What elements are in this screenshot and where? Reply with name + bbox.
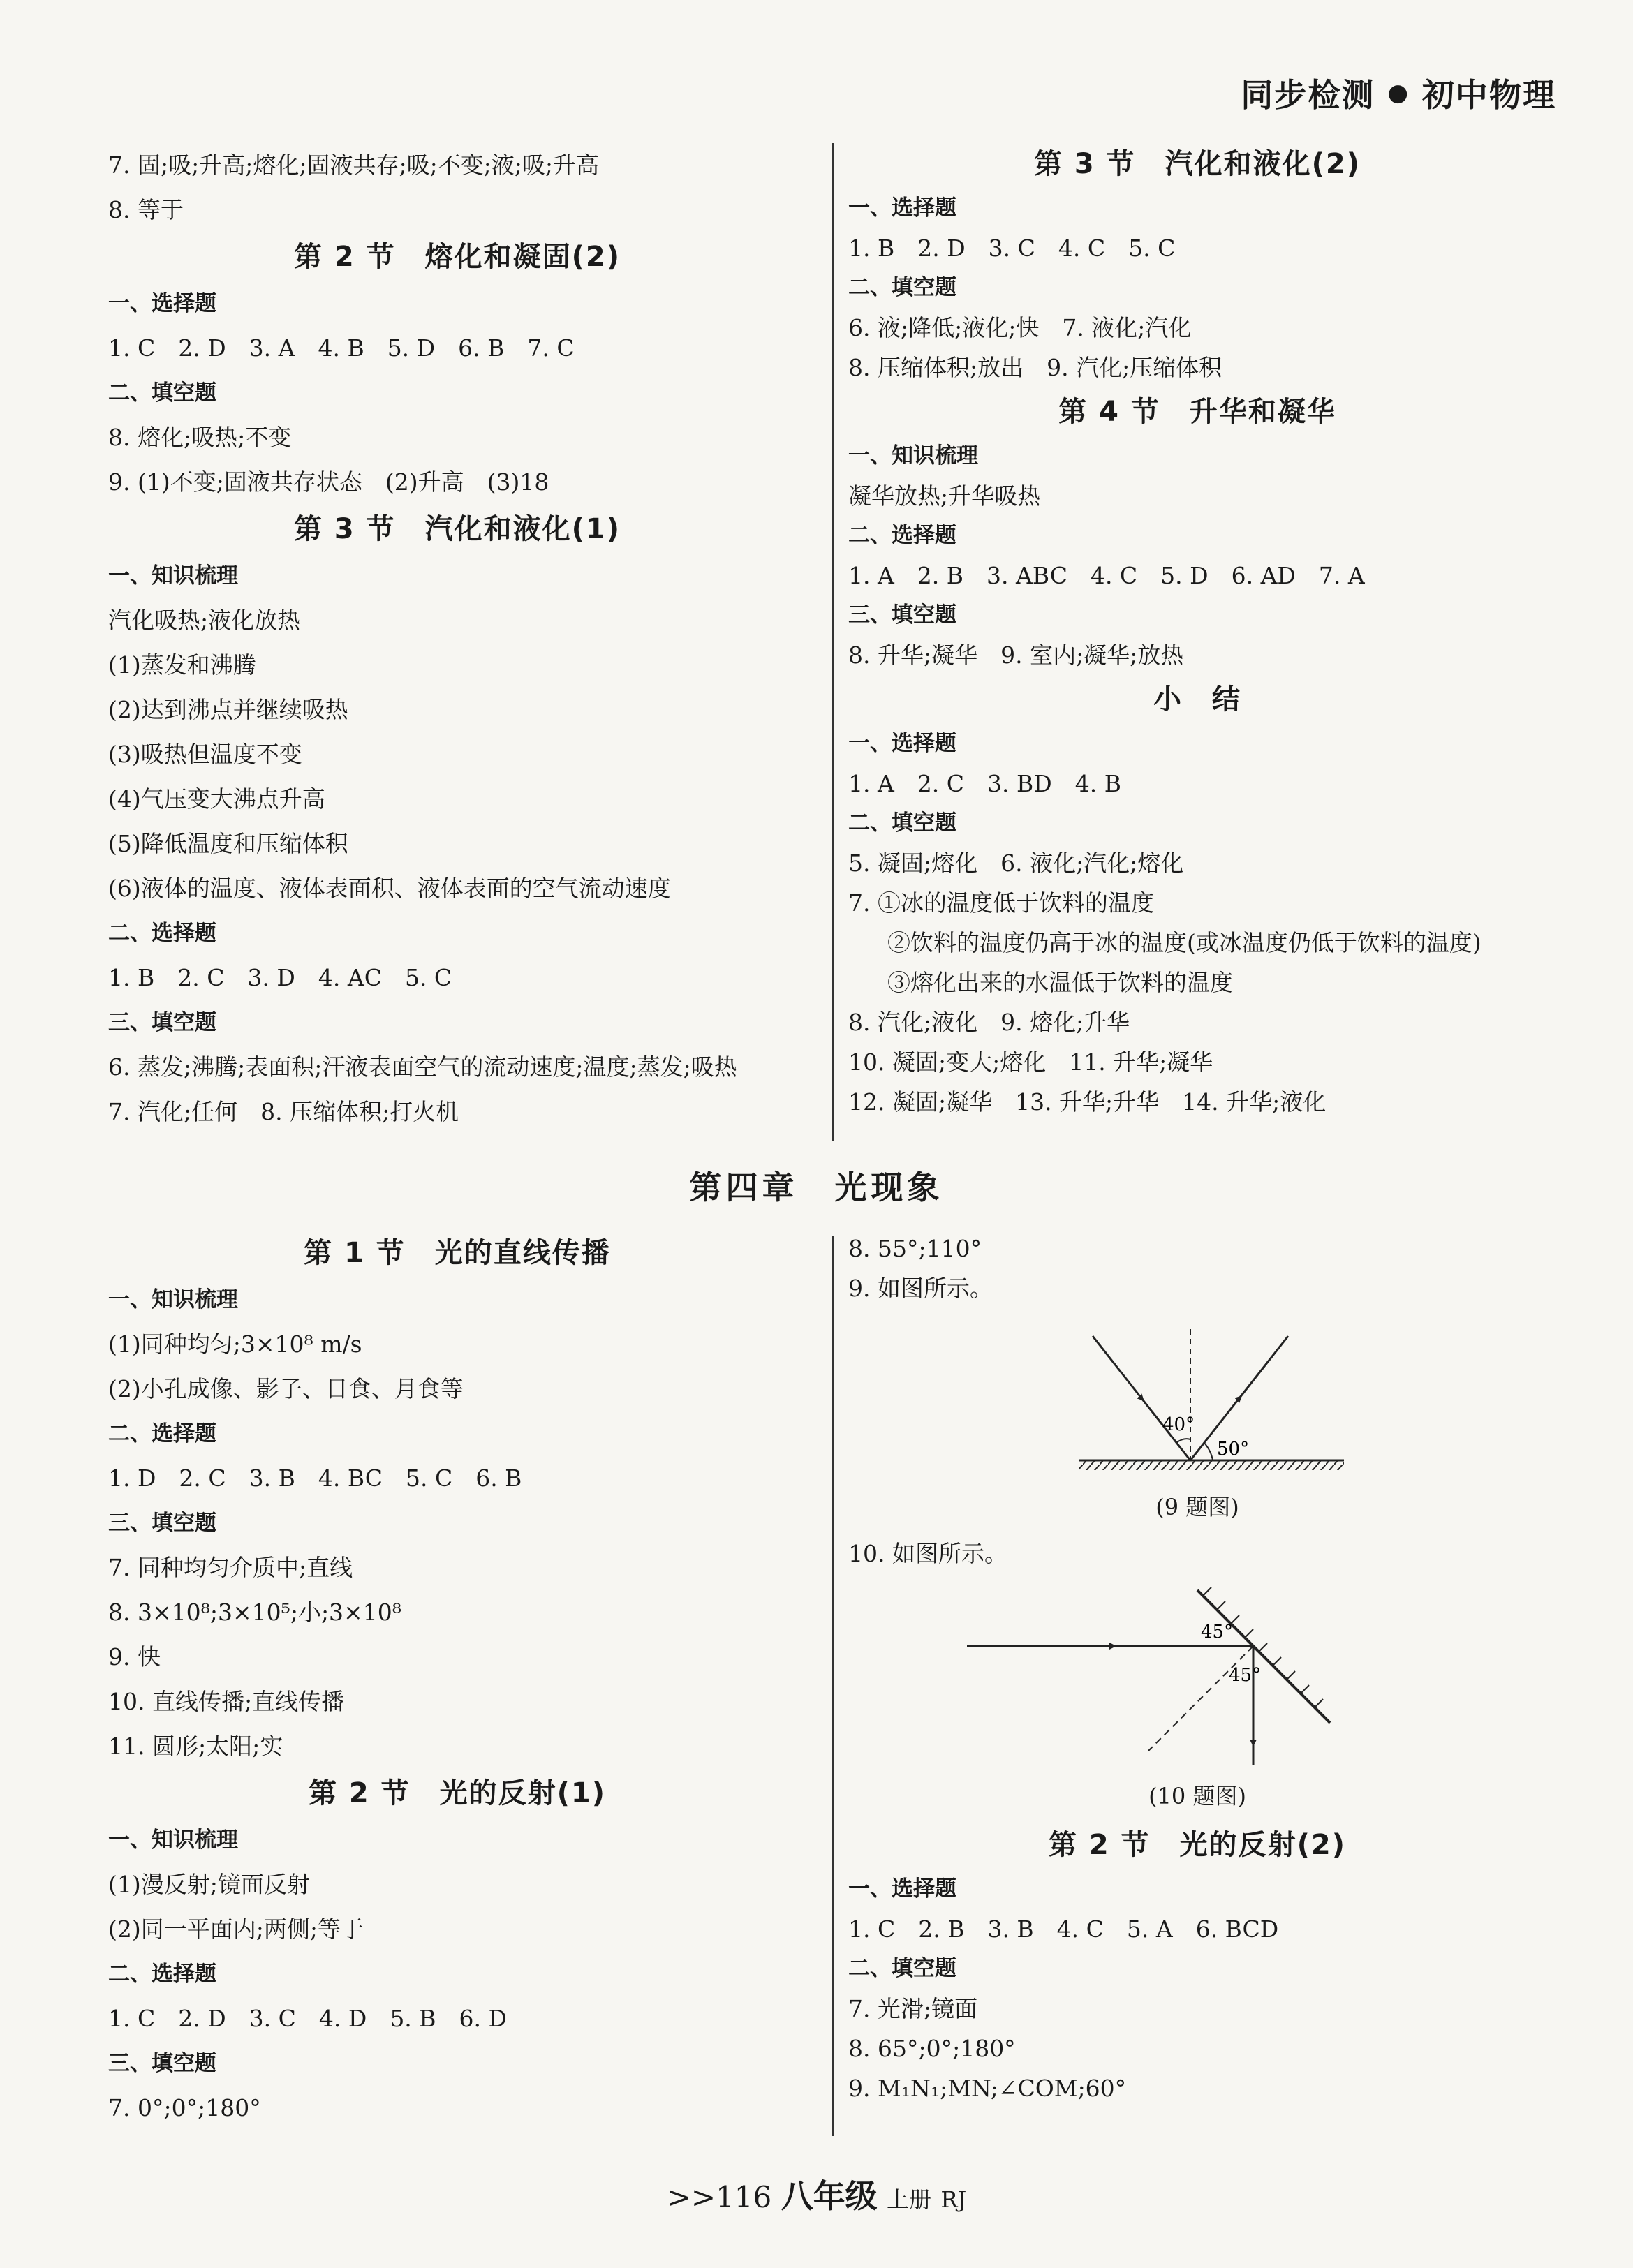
question-category: 一、选择题 bbox=[848, 731, 956, 756]
column-divider-top bbox=[832, 143, 834, 1141]
answer-line: 1. B 2. D 3. C 4. C 5. C bbox=[848, 235, 1176, 262]
answer-line: 7. 同种均匀介质中;直线 bbox=[108, 1554, 353, 1581]
answers-8-9 bbox=[848, 1229, 1546, 1308]
section-heading: 第 3 节 汽化和液化(2) bbox=[1033, 148, 1361, 180]
question-category: 二、选择题 bbox=[108, 1421, 216, 1446]
answer-line: 8. 等于 bbox=[108, 196, 184, 223]
figure-10-caption: (10 题图) bbox=[1148, 1783, 1246, 1809]
question-category: 三、填空题 bbox=[108, 2051, 216, 2076]
section-reflection-2 bbox=[848, 1821, 1546, 2108]
answer-line: 7. 0°;0°;180° bbox=[108, 2094, 261, 2121]
answer-10: 10. 如图所示。 bbox=[848, 1540, 1007, 1567]
answer-line: 5. 凝固;熔化 6. 液化;汽化;熔化 bbox=[848, 850, 1184, 877]
angle-label-50: 50° bbox=[1217, 1439, 1250, 1460]
section-heading: 第 1 节 光的直线传播 bbox=[304, 1237, 611, 1269]
chapter-title: 第四章 光现象 bbox=[689, 1169, 944, 1206]
question-category: 一、知识梳理 bbox=[108, 1287, 238, 1312]
answer-line: 9. 快 bbox=[108, 1643, 161, 1670]
answer-line: 凝华放热;升华吸热 bbox=[848, 482, 1041, 510]
question-category: 一、知识梳理 bbox=[108, 563, 238, 588]
section-heading: 第 3 节 汽化和液化(1) bbox=[293, 513, 621, 545]
answer-line: (5)降低温度和压缩体积 bbox=[108, 830, 348, 857]
question-category: 一、知识梳理 bbox=[108, 1828, 238, 1853]
answer-line: 7. ①冰的温度低于饮料的温度 bbox=[848, 889, 1154, 917]
answer-line: (2)同一平面内;两侧;等于 bbox=[108, 1915, 364, 1943]
answer-line: 8. 3×10⁸;3×10⁵;小;3×10⁸ bbox=[108, 1599, 401, 1626]
figure-9-caption: (9 题图) bbox=[1155, 1494, 1239, 1520]
answer-line: 1. A 2. B 3. ABC 4. C 5. D 6. AD 7. A bbox=[848, 562, 1365, 589]
answer-line: (4)气压变大沸点升高 bbox=[108, 785, 325, 813]
answer-line: 6. 蒸发;沸腾;表面积;汗液表面空气的流动速度;温度;蒸发;吸热 bbox=[108, 1053, 737, 1081]
question-category: 一、选择题 bbox=[848, 1876, 956, 1902]
answer-line: (1)蒸发和沸腾 bbox=[108, 651, 256, 679]
question-category: 三、填空题 bbox=[848, 602, 956, 628]
section-heading: 第 4 节 升华和凝华 bbox=[1058, 396, 1336, 428]
answer-line: 1. D 2. C 3. B 4. BC 5. C 6. B bbox=[108, 1465, 522, 1492]
answer-line: ③熔化出来的水温低于饮料的温度 bbox=[887, 969, 1233, 996]
question-category: 三、填空题 bbox=[108, 1010, 216, 1035]
edition-label: RJ bbox=[940, 2186, 967, 2213]
left-column-top bbox=[108, 143, 806, 1134]
answer-line: 1. C 2. D 3. A 4. B 5. D 6. B 7. C bbox=[108, 334, 575, 362]
page-header bbox=[1241, 70, 1556, 116]
bulb-icon: ● bbox=[1387, 79, 1410, 107]
section-heading: 小 结 bbox=[1153, 683, 1241, 716]
answer-line: 10. 凝固;变大;熔化 11. 升华;凝华 bbox=[848, 1048, 1213, 1076]
question-category: 二、选择题 bbox=[108, 921, 216, 946]
question-category: 一、选择题 bbox=[108, 291, 216, 316]
page-footer bbox=[0, 2171, 1633, 2217]
answer-line: 9. M₁N₁;MN;∠COM;60° bbox=[848, 2075, 1127, 2102]
answer-line: 11. 圆形;太阳;实 bbox=[108, 1733, 283, 1760]
answer-line: 8. 熔化;吸热;不变 bbox=[108, 424, 292, 451]
answer-line: 1. B 2. C 3. D 4. AC 5. C bbox=[108, 964, 452, 991]
answer-line: (1)漫反射;镜面反射 bbox=[108, 1871, 310, 1898]
question-category: 一、选择题 bbox=[848, 195, 956, 221]
right-column-bottom bbox=[848, 1229, 1546, 2108]
question-category: 二、填空题 bbox=[848, 275, 956, 300]
answer-line: 10. 直线传播;直线传播 bbox=[108, 1688, 345, 1715]
column-divider-bottom bbox=[832, 1236, 834, 2136]
answer-line: 8. 汽化;液化 9. 熔化;升华 bbox=[848, 1009, 1130, 1036]
answer-line: (6)液体的温度、液体表面积、液体表面的空气流动速度 bbox=[108, 875, 671, 902]
answer-line: 1. A 2. C 3. BD 4. B bbox=[848, 770, 1121, 797]
right-column-top bbox=[848, 140, 1546, 1122]
answer-line: 8. 55°;110° bbox=[848, 1235, 982, 1262]
question-category: 二、填空题 bbox=[108, 380, 216, 406]
section-heading: 第 2 节 光的反射(2) bbox=[1048, 1829, 1347, 1861]
answer-line: 9. 如图所示。 bbox=[848, 1275, 993, 1302]
answer-line: 6. 液;降低;液化;快 7. 液化;汽化 bbox=[848, 314, 1192, 341]
answer-line: 1. C 2. B 3. B 4. C 5. A 6. BCD bbox=[848, 1915, 1279, 1943]
answer-line: (1)同种均匀;3×10⁸ m/s bbox=[108, 1331, 362, 1358]
angle-label-40: 40° bbox=[1162, 1414, 1195, 1435]
question-category: 二、选择题 bbox=[848, 523, 956, 548]
answer-line: 1. C 2. D 3. C 4. D 5. B 6. D bbox=[108, 2005, 507, 2032]
reflection-diagram-10 bbox=[848, 1576, 1546, 1779]
angle-label-45-top: 45° bbox=[1201, 1622, 1234, 1643]
answer-line: 7. 汽化;任何 8. 压缩体积;打火机 bbox=[108, 1098, 459, 1125]
answer-line: 8. 65°;0°;180° bbox=[848, 2035, 1016, 2062]
question-category: 二、填空题 bbox=[848, 810, 956, 836]
reflection-diagram-9 bbox=[848, 1308, 1546, 1490]
answer-line: 8. 压缩体积;放出 9. 汽化;压缩体积 bbox=[848, 354, 1222, 381]
header-title: 同步检测 bbox=[1241, 76, 1375, 114]
answer-line: 12. 凝固;凝华 13. 升华;升华 14. 升华;液化 bbox=[848, 1088, 1327, 1116]
answer-line: 7. 光滑;镜面 bbox=[848, 1995, 978, 2022]
volume-label: 上册 bbox=[886, 2186, 931, 2213]
page-number: >>116 bbox=[666, 2180, 772, 2214]
question-category: 一、知识梳理 bbox=[848, 443, 978, 468]
figure-10 bbox=[848, 1576, 1546, 1779]
question-category: 二、选择题 bbox=[108, 1962, 216, 1987]
answer-line: 7. 固;吸;升高;熔化;固液共存;吸;不变;液;吸;升高 bbox=[108, 151, 600, 179]
angle-label-45-bottom: 45° bbox=[1229, 1665, 1262, 1686]
question-category: 三、填空题 bbox=[108, 1511, 216, 1536]
answer-line: (2)达到沸点并继续吸热 bbox=[108, 696, 348, 723]
answer-line: ②饮料的温度仍高于冰的温度(或冰温度仍低于饮料的温度) bbox=[887, 929, 1481, 956]
section-heading: 第 2 节 光的反射(1) bbox=[308, 1777, 607, 1809]
header-subject: 初中物理 bbox=[1422, 76, 1556, 114]
answer-line: 9. (1)不变;固液共存状态 (2)升高 (3)18 bbox=[108, 468, 549, 496]
left-column-bottom bbox=[108, 1229, 806, 2130]
figure-9 bbox=[848, 1308, 1546, 1490]
answer-line: (2)小孔成像、影子、日食、月食等 bbox=[108, 1375, 464, 1402]
question-category: 二、填空题 bbox=[848, 1956, 956, 1981]
answer-line: (3)吸热但温度不变 bbox=[108, 741, 302, 768]
section-heading: 第 2 节 熔化和凝固(2) bbox=[293, 241, 621, 273]
answer-line: 汽化吸热;液化放热 bbox=[108, 607, 301, 634]
answer-line: 8. 升华;凝华 9. 室内;凝华;放热 bbox=[848, 642, 1184, 669]
grade-label: 八年级 bbox=[781, 2177, 878, 2215]
